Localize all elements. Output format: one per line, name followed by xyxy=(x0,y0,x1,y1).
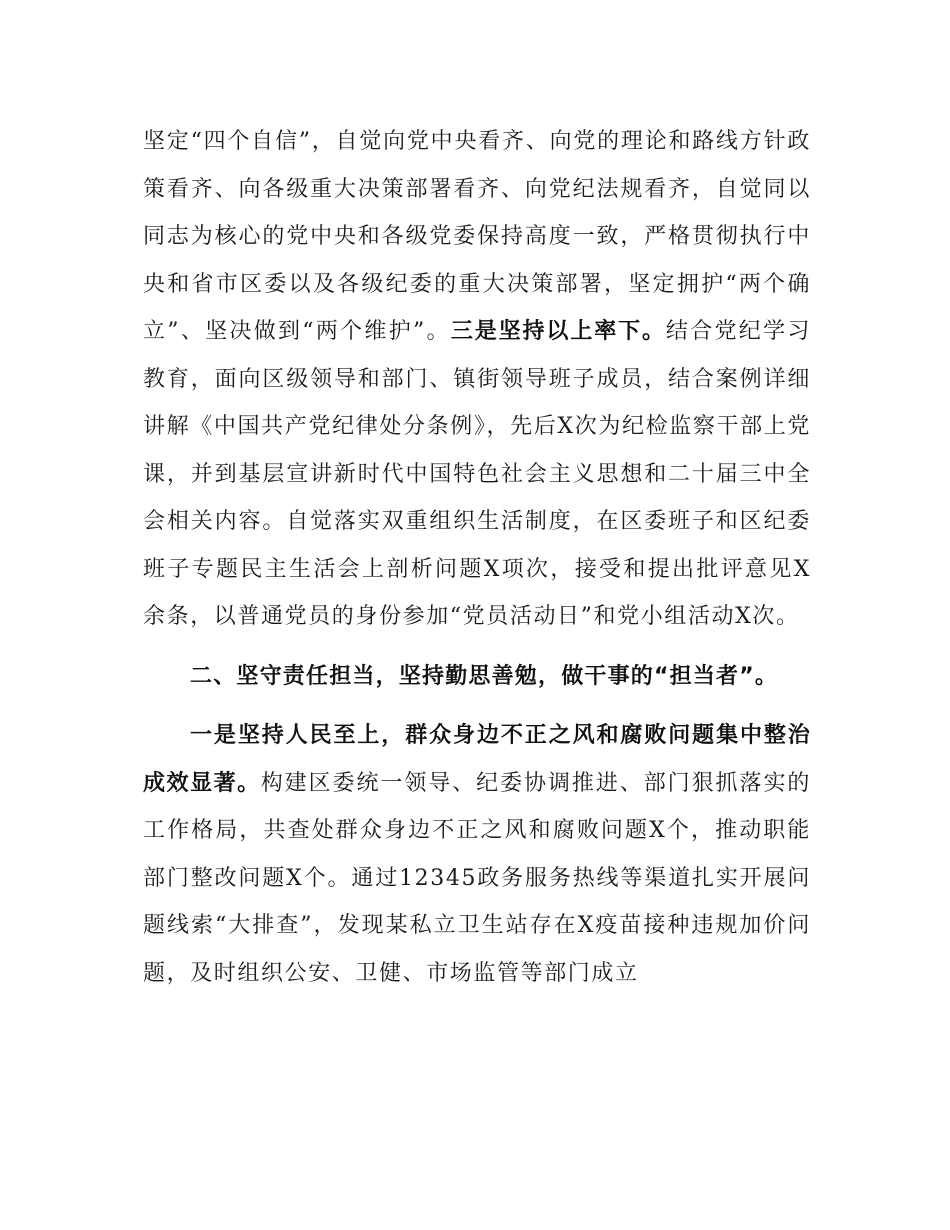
paragraph-3-heading-people-first: 一是坚持人民至上，群众身边不正之风和腐败问题集中整治成效显著。 xyxy=(143,723,811,796)
paragraph-1-heading-lead-by-example: 三是坚持以上率下。 xyxy=(450,319,666,344)
paragraph-continuation xyxy=(143,118,811,641)
paragraph-3-text: 构建区委统一领导、纪委协调推进、部门狠抓落实的工作格局，共查处群众身边不正之风和腐败问题X个，推动职能部门整改问题X个。通过12345政务服务热线等渠道扎实开展问题线索“大排查”，发现某私立卫生站存在X疫苗接种违规加价问题，及时组织公安、卫健、市场监管等部门成立 xyxy=(143,770,811,986)
paragraph-1-text-1: 坚定“四个自信”，自觉向党中央看齐、向党的理论和路线方针政策看齐、向各级重大决策部署看齐、向党纪法规看齐，自觉同以同志为核心的党中央和各级党委保持高度一致，严格贯彻执行中央和省市区委以及各级纪委的重大决策部署，坚定拥护“两个确立”、坚决做到“两个维护”。 xyxy=(143,129,811,344)
section-heading-two-text: 二、坚守责任担当，坚持勤思善勉，做干事的“担当者”。 xyxy=(190,663,779,689)
document-body xyxy=(143,118,811,997)
section-heading-two xyxy=(143,653,811,701)
paragraph-1-text-2: 结合党纪学习教育，面向区级领导和部门、镇街领导班子成员，结合案例详细讲解《中国共产党纪律处分条例》，先后X次为纪检监察干部上党课，并到基层宣讲新时代中国特色社会主义思想和二十届三中全会相关内容。自觉落实双重组织生活制度，在区委班子和区纪委班子专题民主生活会上剖析问题X项次，接受和提出批评意见X余条，以普通党员的身份参加“党员活动日”和党小组活动X次。 xyxy=(143,319,811,629)
paragraph-people-first xyxy=(143,712,811,997)
